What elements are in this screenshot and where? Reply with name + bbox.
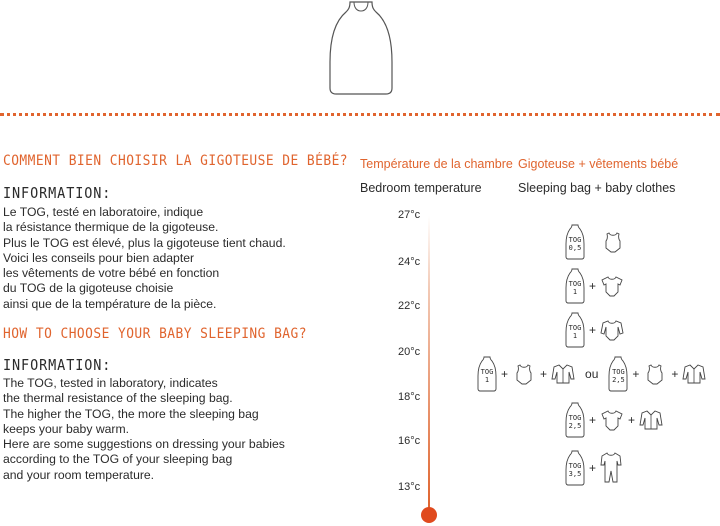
en-line: The TOG, tested in laboratory, indicates: [3, 376, 218, 390]
short-sleeve-bodysuit-icon: [600, 275, 624, 297]
sleeveless-bodysuit-icon: [643, 363, 667, 385]
cardigan-icon: [682, 363, 706, 385]
sleeping-bag-illustration: [326, 0, 396, 100]
temperature-tick: 18°c: [398, 391, 421, 403]
en-info-label: INFORMATION:: [3, 356, 112, 374]
plus-sign: +: [628, 413, 636, 427]
en-line: the thermal resistance of the sleeping bag.: [3, 391, 233, 406]
tog-label: TOG: [568, 236, 582, 244]
tog-label: TOG: [480, 368, 494, 376]
plus-sign: +: [501, 367, 509, 381]
en-line: and your room temperature.: [3, 467, 155, 482]
fr-heading: COMMENT BIEN CHOISIR LA GIGOTEUSE DE BÉBÉ?: [3, 153, 349, 169]
plus-sign: +: [671, 367, 679, 381]
clothes-title-fr: Gigoteuse + vêtements bébé: [518, 157, 679, 171]
fr-line: ainsi que de la température de la pièce.: [3, 296, 217, 311]
plus-sign: +: [540, 367, 548, 381]
or-text: ou: [585, 367, 599, 381]
tog-value: 1: [572, 288, 578, 296]
clothing-row-27: [565, 224, 625, 260]
long-sleeve-bodysuit-icon: [600, 319, 624, 341]
tog-label: TOG: [612, 368, 625, 376]
tog-bag: [565, 224, 585, 260]
fr-paragraph: [3, 205, 286, 312]
temperature-tick: 20°c: [398, 346, 421, 358]
plus-sign: +: [589, 413, 597, 427]
temperature-title-fr: Température de la chambre: [360, 157, 513, 171]
clothing-row-18: [565, 402, 663, 438]
plus-sign: +: [589, 461, 597, 475]
plus-sign: +: [632, 367, 640, 381]
fr-line: Le TOG, testé en laboratoire, indique: [3, 205, 204, 219]
thermometer-bar: [428, 216, 430, 510]
temperature-tick: 13°c: [398, 481, 421, 493]
cardigan-icon: [551, 363, 575, 385]
fr-line: la résistance thermique de la gigoteuse.: [3, 220, 219, 235]
tog-value: 3,5: [568, 470, 582, 478]
clothing-row-22: [565, 312, 624, 348]
tog-bag: [608, 356, 628, 392]
tog-value: 0,5: [568, 244, 582, 252]
fr-line: les vêtements de votre bébé en fonction: [3, 266, 220, 281]
thermometer-bulb: [421, 507, 437, 523]
tog-label: TOG: [568, 280, 582, 288]
short-sleeve-bodysuit-icon: [600, 409, 624, 431]
en-line: keeps your baby warm.: [3, 421, 129, 436]
clothing-row-24: [565, 268, 624, 304]
tog-value: 2,5: [612, 376, 625, 384]
tog-bag: [565, 268, 585, 304]
tog-label: TOG: [568, 324, 582, 332]
temperature-tick: 27°c: [398, 209, 421, 221]
temperature-tick: 16°c: [398, 435, 421, 447]
temperature-tick: 22°c: [398, 300, 421, 312]
sleeveless-bodysuit-icon: [512, 363, 536, 385]
tog-bag: [477, 356, 497, 392]
clothes-title-en: Sleeping bag + baby clothes: [518, 181, 676, 195]
clothing-row-16: [565, 450, 622, 486]
fr-info-label: INFORMATION:: [3, 184, 112, 202]
temperature-title-en: Bedroom temperature: [360, 181, 482, 195]
plus-sign: +: [589, 323, 597, 337]
dotted-divider: [0, 113, 720, 116]
fr-line: du TOG de la gigoteuse choisie: [3, 281, 174, 296]
tog-label: TOG: [568, 414, 582, 422]
tog-value: 2,5: [568, 422, 582, 430]
en-line: according to the TOG of your sleeping bag: [3, 452, 233, 467]
en-line: Here are some suggestions on dressing your babies: [3, 437, 285, 452]
en-paragraph: [3, 376, 285, 483]
en-heading: HOW TO CHOOSE YOUR BABY SLEEPING BAG?: [3, 326, 307, 342]
tog-bag: [565, 402, 585, 438]
sleeveless-bodysuit-icon: [601, 231, 625, 253]
tog-label: TOG: [568, 462, 582, 470]
tog-value: 1: [484, 376, 490, 384]
footed-sleepsuit-icon: [600, 451, 622, 485]
cardigan-icon: [639, 409, 663, 431]
clothing-row-20: [477, 356, 706, 392]
fr-line: Voici les conseils pour bien adapter: [3, 250, 195, 265]
en-line: The higher the TOG, the more the sleeping bag: [3, 406, 259, 421]
temperature-tick: 24°c: [398, 256, 421, 268]
plus-sign: +: [589, 279, 597, 293]
tog-bag: [565, 450, 585, 486]
tog-value: 1: [572, 332, 578, 340]
fr-line: Plus le TOG est élevé, plus la gigoteuse tient chaud.: [3, 235, 286, 250]
tog-bag: [565, 312, 585, 348]
